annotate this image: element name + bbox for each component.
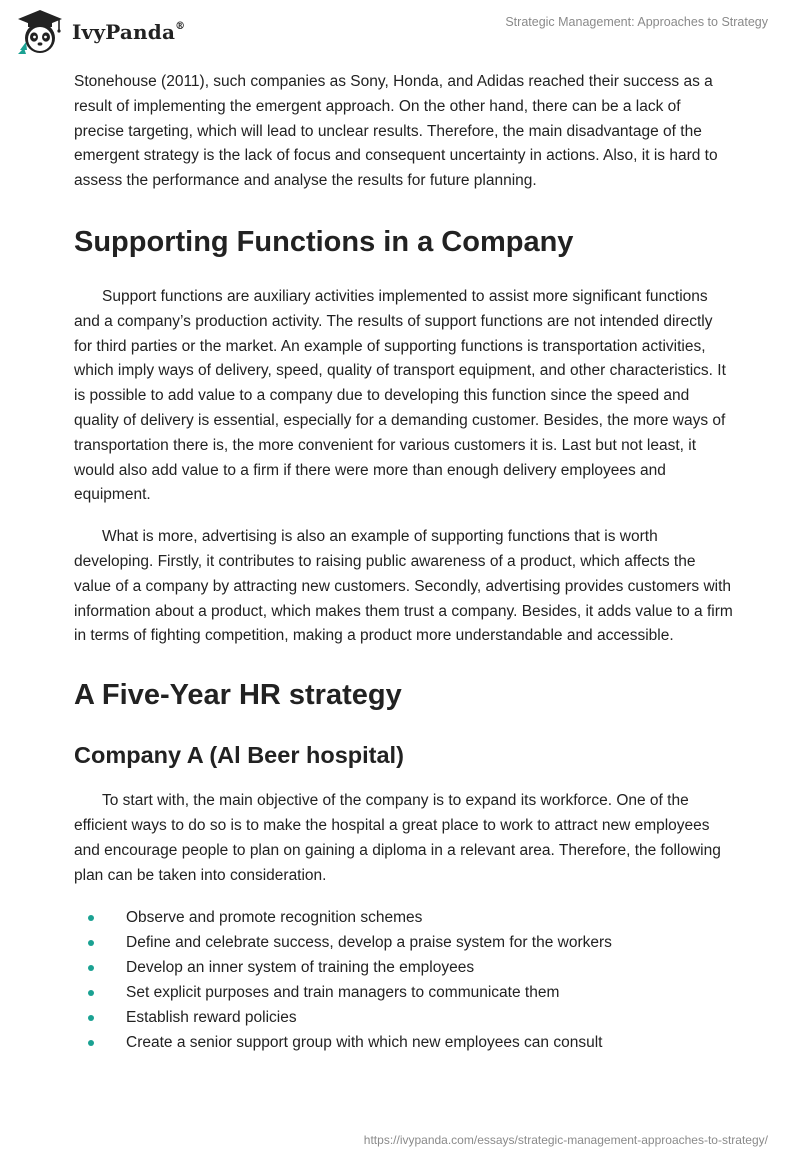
- brand-name: IvyPanda®: [72, 20, 186, 44]
- list-item: Create a senior support group with which new employees can consult: [74, 1030, 734, 1055]
- section-heading-supporting-functions: Supporting Functions in a Company: [74, 225, 574, 258]
- list-item: Establish reward policies: [74, 1005, 734, 1030]
- list-item: Observe and promote recognition schemes: [74, 905, 734, 930]
- subheading-company-a: Company A (Al Beer hospital): [74, 742, 404, 769]
- bullet-icon: [88, 990, 94, 996]
- list-item: Set explicit purposes and train managers to communicate them: [74, 980, 734, 1005]
- source-url[interactable]: https://ivypanda.com/essays/strategic-management-approaches-to-strategy/: [363, 1133, 768, 1147]
- document-title: Strategic Management: Approaches to Strategy: [505, 15, 768, 29]
- paragraph-company-a: To start with, the main objective of the company is to expand its workforce. One of the efficient ways to do so is to make the hospital a great place to work to attract new employees and encourage people to plan on gaining a diploma in a relevant area. Therefore, the following plan can be taken into consideration.: [74, 792, 721, 884]
- paragraph-advertising: What is more, advertising is also an example of supporting functions that is worth developing. Firstly, it contributes to raising public awareness of a product, which affects the value of a company by attracting new customers. Secondly, advertising provides customers with information about a product, which makes them trust a company. Besides, it adds value to a firm in terms of fighting competition, making a product more understandable and accessible.: [74, 528, 733, 645]
- intro-paragraph: Stonehouse (2011), such companies as Sony, Honda, and Adidas reached their success as a result of implementing the emergent approach. On the other hand, there can be a lack of precise targeting, which will lead to unclear results. Therefore, the main disadvantage of the emergent strategy is the lack of focus and consequent uncertainty in actions. Also, it is hard to assess the performance and analyse the results for future planning.: [74, 73, 718, 190]
- list-item: Develop an inner system of training the employees: [74, 955, 734, 980]
- page-header: [0, 0, 800, 64]
- bullet-icon: [88, 1040, 94, 1046]
- bullet-icon: [88, 915, 94, 921]
- panda-logo-icon: [14, 8, 66, 56]
- section-heading-hr-strategy: A Five-Year HR strategy: [74, 679, 402, 712]
- hr-plan-list: [74, 905, 734, 1055]
- essay-content: [74, 70, 734, 1055]
- bullet-icon: [88, 965, 94, 971]
- paragraph-support-functions: Support functions are auxiliary activities implemented to assist more significant functions and a company’s production activity. The results of support functions are not intended directly for third parties or the market. An example of supporting functions is transportation activities, which imply ways of delivery, speed, quality of transport equipment, and other characteristics. It is possible to add value to a company due to developing this function since the speed and quality of delivery is essential, especially for a demanding customer. Besides, the more ways of transportation there is, the more convenient for various customers it is. Last but not least, it would also add value to a firm if there were more than enough delivery employees and equipment.: [74, 287, 726, 504]
- brand-logo[interactable]: [14, 8, 185, 56]
- list-item: Define and celebrate success, develop a praise system for the workers: [74, 930, 734, 955]
- bullet-icon: [88, 1015, 94, 1021]
- bullet-icon: [88, 940, 94, 946]
